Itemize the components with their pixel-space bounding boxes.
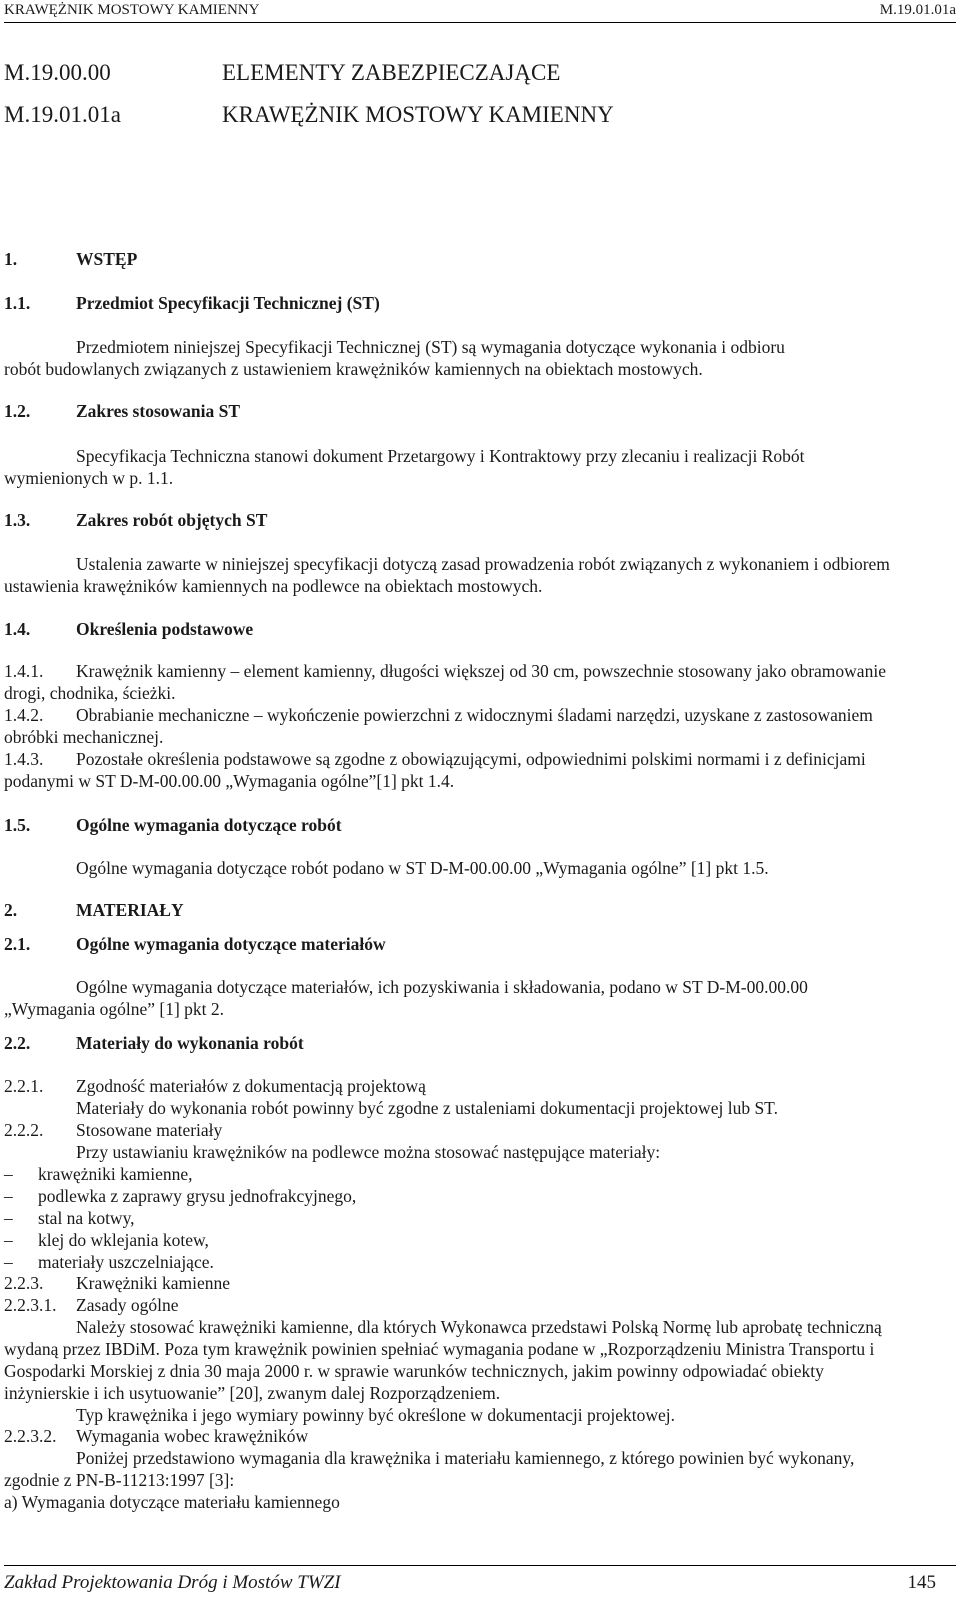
clause-number: 2.2.3.1. — [4, 1295, 57, 1315]
section-heading: Ogólne wymagania dotyczące robót — [76, 815, 342, 835]
paragraph-line: a) Wymagania dotyczące materiału kamiennego — [4, 1492, 340, 1512]
paragraph-line: Zasady ogólne — [76, 1295, 179, 1315]
paragraph-line: drogi, chodnika, ścieżki. — [4, 683, 176, 703]
paragraph-line: Obrabianie mechaniczne – wykończenie powierzchni z widocznymi śladami narzędzi, uzyskane z zastosowaniem — [76, 705, 873, 725]
paragraph-line: wymienionych w p. 1.1. — [4, 468, 174, 488]
paragraph-line: Stosowane materiały — [76, 1120, 223, 1140]
list-item: krawężniki kamienne, — [38, 1164, 193, 1184]
bullet-dash: – — [4, 1186, 13, 1206]
clause-number: 2.2.3.2. — [4, 1426, 57, 1446]
bullet-dash: – — [4, 1208, 13, 1228]
paragraph-line: Przedmiotem niniejszej Specyfikacji Technicznej (ST) są wymagania dotyczące wykonania i odbioru — [76, 337, 785, 357]
footer-institution: Zakład Projektowania Dróg i Mostów TWZI — [4, 1572, 341, 1593]
clause-number: 1.4.3. — [4, 749, 44, 769]
paragraph-line: Krawężniki kamienne — [76, 1273, 231, 1293]
clause-number: 2.2.1. — [4, 1076, 44, 1096]
section-number: 2. — [4, 900, 18, 920]
section-number: 1.3. — [4, 510, 31, 530]
paragraph-line: wydaną przez IBDiM. Poza tym krawężnik powinien spełniać wymagania podane w „Rozporządzeniu Ministra Transportu i — [4, 1339, 875, 1359]
clause-number: 1.4.1. — [4, 661, 44, 681]
paragraph-line: Ogólne wymagania dotyczące materiałów, ich pozyskiwania i składowania, podano w ST D-M-00.00.00 — [76, 977, 808, 997]
bullet-dash: – — [4, 1164, 13, 1184]
paragraph-line: „Wymagania ogólne” [1] pkt 2. — [4, 999, 225, 1019]
paragraph-line: Poniżej przedstawiono wymagania dla krawężnika i materiału kamiennego, z którego powinien być wykonany, — [76, 1448, 855, 1468]
title-code-1: M.19.00.00 — [4, 60, 111, 85]
header-rule — [4, 22, 956, 23]
section-number: 1.4. — [4, 619, 31, 639]
paragraph-line: Pozostałe określenia podstawowe są zgodne z obowiązującymi, odpowiednimi polskimi normami i z definicjami — [76, 749, 866, 769]
paragraph-line: Ogólne wymagania dotyczące robót podano w ST D-M-00.00.00 „Wymagania ogólne” [1] pkt 1.5. — [76, 858, 769, 878]
clause-number: 2.2.3. — [4, 1273, 44, 1293]
paragraph-line: robót budowlanych związanych z ustawieniem krawężników kamiennych na obiektach mostowych. — [4, 359, 703, 379]
paragraph-line: Przy ustawianiu krawężników na podlewce można stosować następujące materiały: — [76, 1142, 661, 1162]
paragraph-line: Specyfikacja Techniczna stanowi dokument Przetargowy i Kontraktowy przy zlecaniu i realizacji Robót — [76, 446, 805, 466]
list-item: podlewka z zaprawy grysu jednofrakcyjnego, — [38, 1186, 357, 1206]
section-heading: Określenia podstawowe — [76, 619, 254, 639]
section-heading: MATERIAŁY — [76, 900, 184, 920]
section-heading: Ogólne wymagania dotyczące materiałów — [76, 934, 386, 954]
paragraph-line: Krawężnik kamienny – element kamienny, długości większej od 30 cm, powszechnie stosowany jako obramowanie — [76, 661, 886, 681]
footer-rule — [4, 1565, 956, 1566]
section-heading: Materiały do wykonania robót — [76, 1033, 304, 1053]
title-name-2: KRAWĘŻNIK MOSTOWY KAMIENNY — [222, 102, 614, 127]
list-item: klej do wklejania kotew, — [38, 1230, 209, 1250]
section-heading: Zakres stosowania ST — [76, 401, 241, 421]
list-item: stal na kotwy, — [38, 1208, 135, 1228]
header-title: KRAWĘŻNIK MOSTOWY KAMIENNY — [4, 2, 260, 18]
paragraph-line: Zgodność materiałów z dokumentacją projektową — [76, 1076, 426, 1096]
section-heading: Przedmiot Specyfikacji Technicznej (ST) — [76, 293, 380, 313]
section-number: 1.5. — [4, 815, 31, 835]
paragraph-line: Typ krawężnika i jego wymiary powinny być określone w dokumentacji projektowej. — [76, 1405, 675, 1425]
section-heading: WSTĘP — [76, 249, 138, 269]
section-number: 1.2. — [4, 401, 31, 421]
section-heading: Zakres robót objętych ST — [76, 510, 268, 530]
paragraph-line: Materiały do wykonania robót powinny być zgodne z ustaleniami dokumentacji projektowej lub ST. — [76, 1098, 778, 1118]
title-code-2: M.19.01.01a — [4, 102, 121, 127]
clause-number: 2.2.2. — [4, 1120, 44, 1140]
paragraph-line: Ustalenia zawarte w niniejszej specyfikacji dotyczą zasad prowadzenia robót związanych z wykonaniem i odbiorem — [76, 554, 890, 574]
clause-number: 1.4.2. — [4, 705, 44, 725]
title-name-1: ELEMENTY ZABEZPIECZAJĄCE — [222, 60, 561, 85]
paragraph-line: obróbki mechanicznej. — [4, 727, 164, 747]
section-number: 1.1. — [4, 293, 31, 313]
section-number: 2.2. — [4, 1033, 31, 1053]
bullet-dash: – — [4, 1252, 13, 1272]
paragraph-line: ustawienia krawężników kamiennych na podlewce na obiektach mostowych. — [4, 576, 543, 596]
paragraph-line: podanymi w ST D-M-00.00.00 „Wymagania ogólne”[1] pkt 1.4. — [4, 771, 455, 791]
page-number: 145 — [907, 1572, 936, 1593]
header-code: M.19.01.01a — [879, 2, 956, 18]
paragraph-line: zgodnie z PN-B-11213:1997 [3]: — [4, 1470, 235, 1490]
paragraph-line: inżynierskie i ich usytuowanie” [20], zwanym dalej Rozporządzeniem. — [4, 1383, 501, 1403]
section-number: 1. — [4, 249, 18, 269]
bullet-dash: – — [4, 1230, 13, 1250]
paragraph-line: Wymagania wobec krawężników — [76, 1426, 309, 1446]
list-item: materiały uszczelniające. — [38, 1252, 214, 1272]
paragraph-line: Gospodarki Morskiej z dnia 30 maja 2000 r. w sprawie warunków technicznych, jakim powinny odpowiadać obiekty — [4, 1361, 824, 1381]
section-number: 2.1. — [4, 934, 31, 954]
paragraph-line: Należy stosować krawężniki kamienne, dla których Wykonawca przedstawi Polską Normę lub aprobatę techniczną — [76, 1317, 882, 1337]
